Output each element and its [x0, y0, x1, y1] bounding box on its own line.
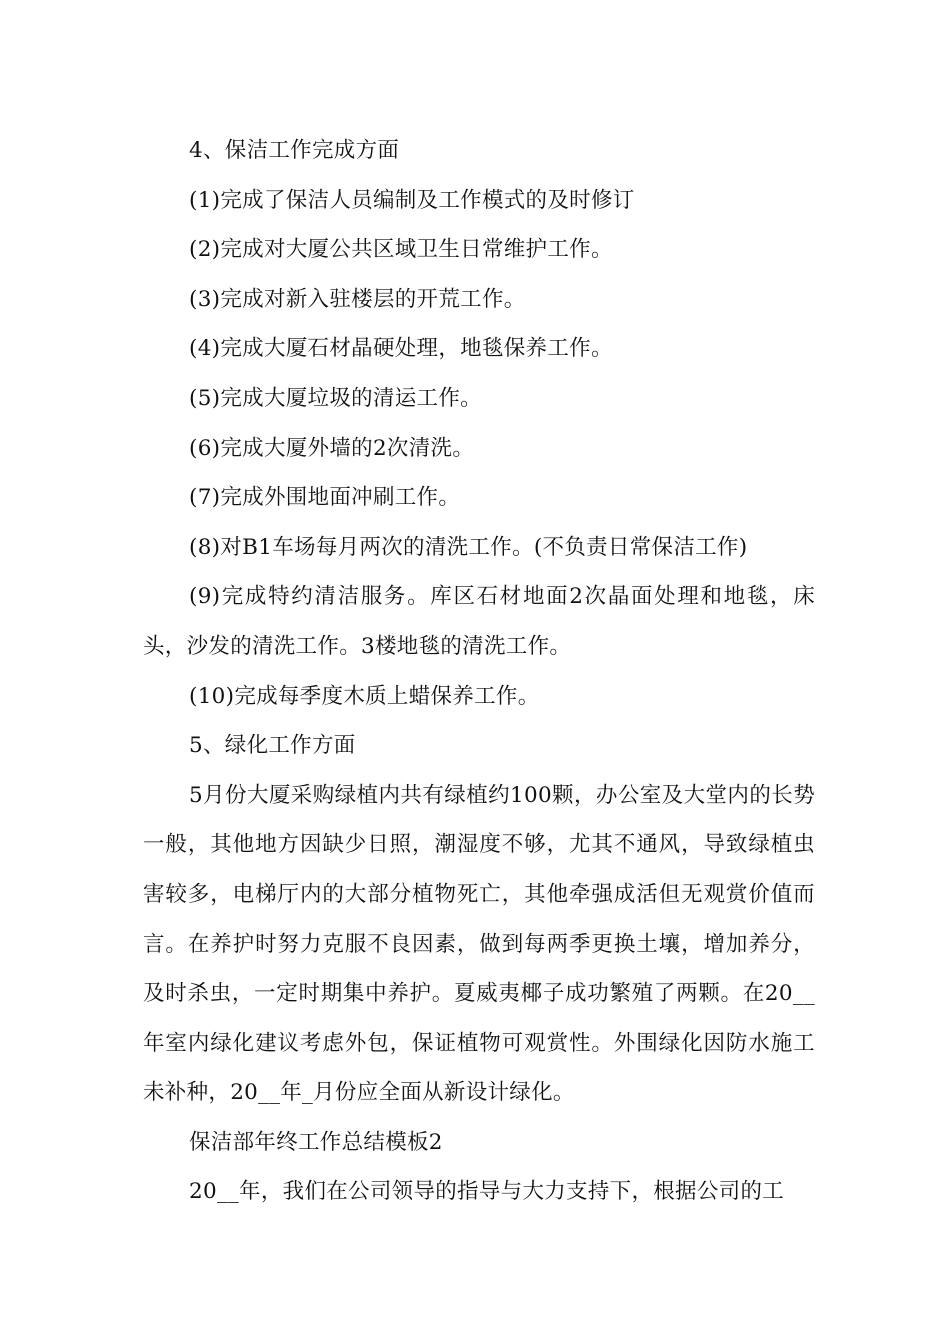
- list-item: (8)对B1车场每月两次的清洗工作。(不负责日常保洁工作): [189, 534, 748, 560]
- list-item: (1)完成了保洁人员编制及工作模式的及时修订: [189, 187, 635, 213]
- list-item: (6)完成大厦外墙的2次清洗。: [189, 435, 475, 461]
- list-item: (7)完成外围地面冲刷工作。: [189, 485, 461, 511]
- list-item: (4)完成大厦石材晶硬处理，地毯保养工作。: [189, 336, 613, 362]
- document-body: [143, 126, 815, 1217]
- list-item: (3)完成对新入驻楼层的开荒工作。: [189, 286, 526, 312]
- body-paragraph: 5月份大厦采购绿植内共有绿植约100颗，办公室及大堂内的长势一般，其他地方因缺少日照，潮湿度不够，尤其不通风，导致绿植虫害较多，电梯厅内的大部分植物死亡，其他牵强成活但无观赏价值而言。在养护时努力克服不良因素，做到每两季更换土壤，增加养分，及时杀虫，一定时期集中养护。夏威夷椰子成功繁殖了两颗。在20__年室内绿化建议考虑外包，保证植物可观赏性。外围绿化因防水施工未补种，20__年_月份应全面从新设计绿化。: [143, 782, 815, 1106]
- list-item: (10)完成每季度木质上蜡保养工作。: [189, 683, 540, 709]
- list-item: (2)完成对大厦公共区域卫生日常维护工作。: [189, 237, 613, 263]
- body-paragraph: 20__年，我们在公司领导的指导与大力支持下，根据公司的工: [189, 1179, 785, 1205]
- section-heading-greening: 5、绿化工作方面: [189, 733, 356, 759]
- list-item: (5)完成大厦垃圾的清运工作。: [189, 385, 482, 411]
- list-item: (9)完成特约清洁服务。库区石材地面2次晶面处理和地毯，床头，沙发的清洗工作。3楼地毯的清洗工作。: [143, 584, 815, 659]
- section-title-template-2: 保洁部年终工作总结模板2: [189, 1129, 443, 1155]
- section-heading-cleaning: 4、保洁工作完成方面: [189, 138, 400, 163]
